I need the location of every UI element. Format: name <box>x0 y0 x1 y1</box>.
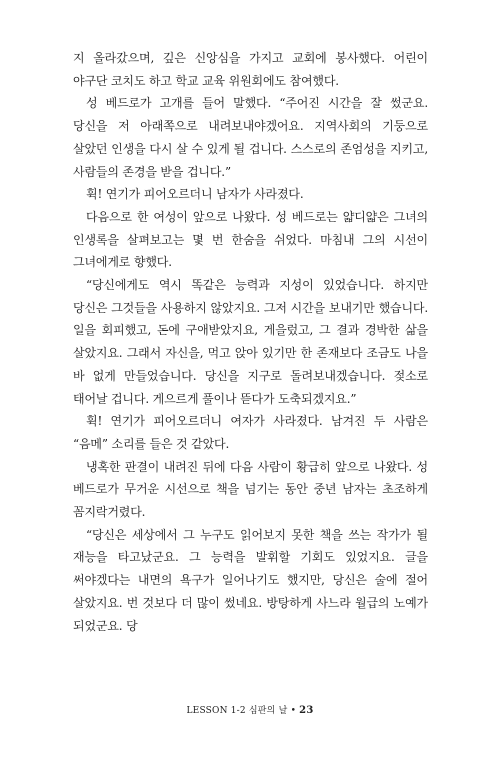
paragraph-2: 성 베드로가 고개를 들어 말했다. “주어진 시간을 잘 썼군요. 당신을 저 아래쪽으로 내려보내야겠어요. 지역사회의 기둥으로 살았던 인생을 다시 살 수 있게 될 겁니다. 스스로의 존엄성을 지키고, 사람들의 존경을 받을 겁니다.” <box>73 96 428 179</box>
running-footer-label: LESSON 1-2 심판의 날 <box>186 706 288 716</box>
paragraph-3: 휙! 연기가 피어오르더니 남자가 사라졌다. <box>86 187 304 202</box>
paragraph-8: “당신은 세상에서 그 누구도 읽어보지 못한 책을 쓰는 작가가 될 재능을 타고났군요. 그 능력을 발휘할 기회도 있었지요. 글을 써야겠다는 내면의 욕구가 일어나기도 했지만, 당신은 술에 절어 살았지요. 번 것보다 더 많이 썼네요. 방탕하게 사느라 월급의 노예가 되었군요. 당 <box>73 527 428 633</box>
paragraph-1: 지 올라갔으며, 깊은 신앙심을 가지고 교회에 봉사했다. 어린이 야구단 코치도 하고 학교 교육 위원회에도 참여했다. <box>73 51 428 88</box>
footer-bullet: • <box>290 706 297 716</box>
paragraph-6: 휙! 연기가 피어오르더니 여자가 사라졌다. 남겨진 두 사람은 “음메” 소리를 들은 것 같았다. <box>73 414 428 451</box>
page-body <box>73 47 428 637</box>
page-footer <box>0 703 500 716</box>
paragraph-7: 냉혹한 판결이 내려진 뒤에 다음 사람이 황급히 앞으로 나왔다. 성 베드로가 무거운 시선으로 책을 넘기는 동안 중년 남자는 초조하게 꼼지락거렸다. <box>73 459 428 520</box>
page-number: 23 <box>299 705 314 716</box>
paragraph-5: “당신에게도 역시 똑같은 능력과 지성이 있었습니다. 하지만 당신은 그것들을 사용하지 않았지요. 그저 시간을 보내기만 했습니다. 일을 회피했고, 돈에 구애받았지요, 게을렀고, 그 결과 경박한 삶을 살았지요. 그래서 자신을, 먹고 앉아 있기만 한 존재보다 조금도 나을 바 없게 만들었습니다. 당신을 지구로 돌려보내겠습니다. 젖소로 태어날 겁니다. 게으르게 풀이나 뜯다가 도축되겠지요.” <box>73 278 428 406</box>
paragraph-4: 다음으로 한 여성이 앞으로 나왔다. 성 베드로는 얇디얇은 그녀의 인생록을 살펴보고는 몇 번 한숨을 쉬었다. 마침내 그의 시선이 그녀에게로 향했다. <box>73 209 428 270</box>
